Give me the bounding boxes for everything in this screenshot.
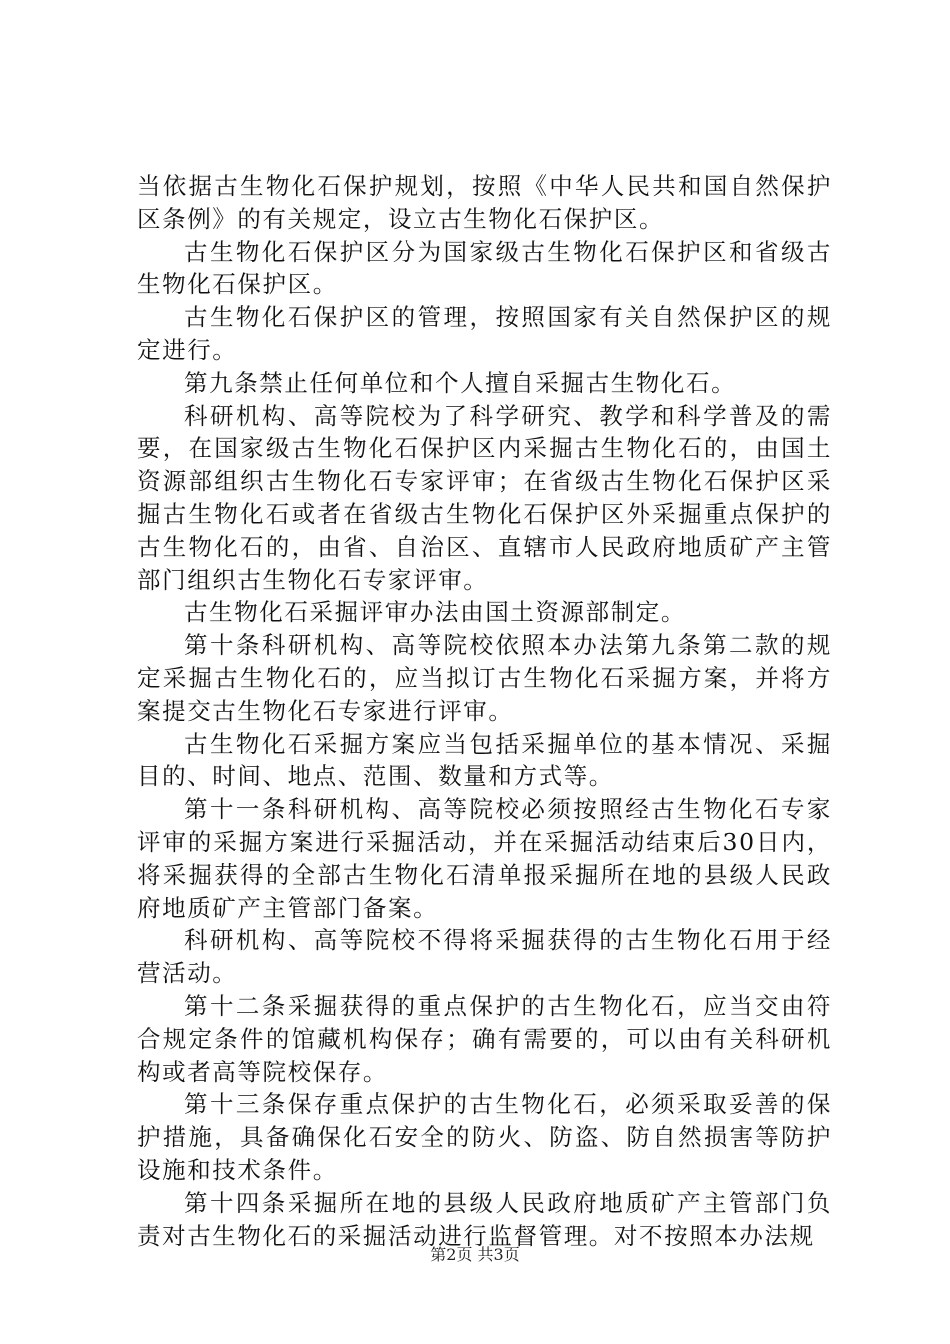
paragraph-13: 第十四条采掘所在地的县级人民政府地质矿产主管部门负责对古生物化石的采掘活动进行监督管理。对不按照本办法规	[137, 1188, 832, 1250]
paragraph-9: 第十一条科研机构、高等院校必须按照经古生物化石专家评审的采掘方案进行采掘活动，并在采掘活动结束后30日内，将采掘获得的全部古生物化石清单报采掘所在地的县级人民政府地质矿产主管部门备案。	[137, 795, 832, 922]
paragraph-11: 第十二条采掘获得的重点保护的古生物化石，应当交由符合规定条件的馆藏机构保存；确有需要的，可以由有关科研机构或者高等院校保存。	[137, 991, 832, 1086]
paragraph-2: 古生物化石保护区分为国家级古生物化石保护区和省级古生物化石保护区。	[137, 237, 832, 299]
paragraph-12: 第十三条保存重点保护的古生物化石，必须采取妥善的保护措施，具备确保化石安全的防火、防盗、防自然损害等防护设施和技术条件。	[137, 1090, 832, 1184]
paragraph-6: 古生物化石采掘评审办法由国土资源部制定。	[184, 598, 686, 627]
paragraph-7: 第十条科研机构、高等院校依照本办法第九条第二款的规定采掘古生物化石的，应当拟订古生物化石采掘方案，并将方案提交古生物化石专家进行评审。	[137, 631, 832, 725]
document-body	[137, 170, 832, 1252]
paragraph-3: 古生物化石保护区的管理，按照国家有关自然保护区的规定进行。	[137, 303, 832, 364]
paragraph-10: 科研机构、高等院校不得将采掘获得的古生物化石用于经营活动。	[137, 926, 832, 988]
paragraph-4: 第九条禁止任何单位和个人擅自采掘古生物化石。	[184, 368, 737, 397]
paragraph-5: 科研机构、高等院校为了科学研究、教学和科学普及的需要，在国家级古生物化石保护区内采掘古生物化石的，由国土资源部组织古生物化石专家评审；在省级古生物化石保护区采掘古生物化石或者在省级古生物化石保护区外采掘重点保护的古生物化石的，由省、自治区、直辖市人民政府地质矿产主管部门组织古生物化石专家评审。	[137, 401, 832, 594]
page-footer	[0, 1242, 950, 1265]
page-number-label: 第2页 共3页	[430, 1245, 520, 1264]
paragraph-1: 当依据古生物化石保护规划，按照《中华人民共和国自然保护区条例》的有关规定，设立古生物化石保护区。	[137, 172, 832, 233]
paragraph-8: 古生物化石采掘方案应当包括采掘单位的基本情况、采掘目的、时间、地点、范围、数量和方式等。	[137, 729, 832, 791]
